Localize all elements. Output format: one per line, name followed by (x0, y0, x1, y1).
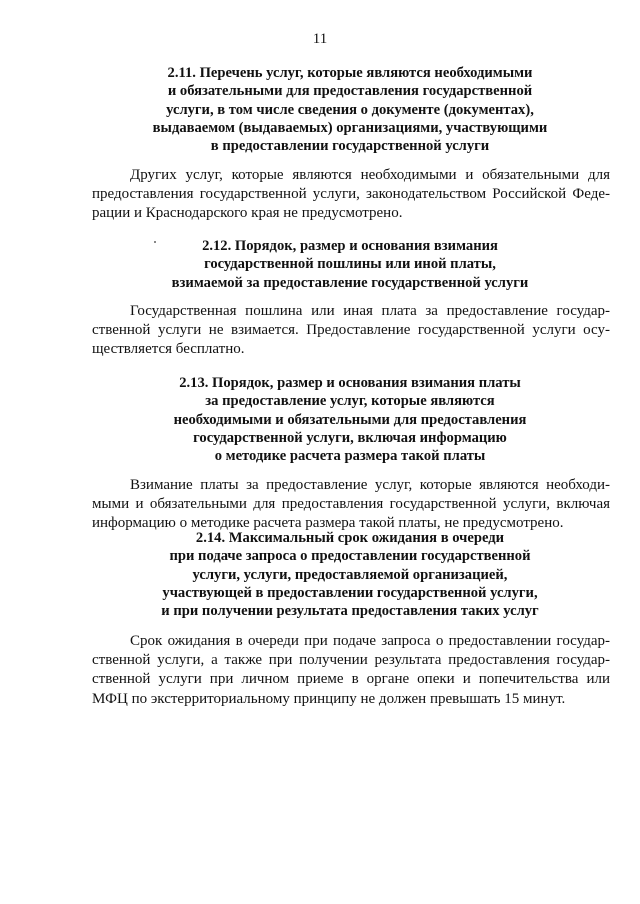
paragraph-line: предоставления государственной услуги, законодательством Российской Феде- (92, 186, 610, 203)
section-2-14-heading (110, 529, 590, 620)
heading-line: выдаваемом (выдаваемых) организациями, участвующими (152, 119, 548, 136)
paragraph-line: мыми и обязательными для предоставления государственной услуги, включая (92, 496, 610, 513)
section-2-13-heading (110, 374, 590, 465)
heading-line: взимаемой за предоставление государственной услуги (171, 274, 529, 291)
heading-line: и обязательными для предоставления государственной (167, 83, 533, 100)
heading-line: участвующей в предоставлении государственной услуги, (162, 584, 538, 601)
section-2-13-paragraph (92, 476, 610, 534)
heading-line: за предоставление услуг, которые являются (205, 393, 495, 410)
paragraph-line: ществляется бесплатно. (92, 341, 245, 358)
paragraph-line: Взимание платы за предоставление услуг, которые являются необходи- (130, 477, 610, 493)
paragraph-line: ственной услуги не взимается. Предоставление государственной услуги осу- (92, 322, 610, 339)
heading-line: государственной пошлины или иной платы, (204, 256, 496, 273)
heading-line: и при получении результата предоставления таких услуг (161, 603, 539, 620)
heading-line: в предоставлении государственной услуги (210, 138, 490, 155)
paragraph-line: Срок ожидания в очереди при подаче запроса о предоставлении государ- (130, 633, 610, 649)
heading-line: услуги, в том числе сведения о документе (документах), (166, 101, 534, 118)
paragraph-line: информацию о методике расчета размера такой платы, не предусмотрено. (92, 515, 564, 532)
heading-line: о методике расчета размера такой платы (214, 448, 486, 465)
heading-line: государственной услуги, включая информацию (193, 429, 507, 446)
heading-line: 2.14. Максимальный срок ожидания в очереди (195, 530, 505, 546)
heading-line: 2.13. Порядок, размер и основания взимания платы (179, 375, 521, 391)
heading-line: необходимыми и обязательными для предоставления (173, 411, 527, 428)
paragraph-line: Других услуг, которые являются необходимыми и обязательными для (130, 167, 610, 183)
section-2-11-heading (110, 64, 590, 155)
paragraph-line: рации и Краснодарского края не предусмотрено. (92, 205, 403, 222)
page-number: 11 (312, 31, 328, 47)
paragraph-line: ственной услуги, а также при получении результата предоставления государ- (92, 652, 610, 669)
section-2-14-paragraph (92, 632, 610, 709)
section-2-12-heading (110, 237, 590, 292)
heading-line: 2.12. Порядок, размер и основания взимания (202, 238, 498, 254)
heading-line: при подаче запроса о предоставлении государственной (169, 548, 531, 565)
paragraph-line: Государственная пошлина или иная плата за предоставление государ- (130, 303, 610, 319)
paragraph-line: МФЦ по экстерриториальному принципу не должен превышать 15 минут. (92, 690, 566, 707)
section-2-12-paragraph (92, 302, 610, 360)
heading-line: 2.11. Перечень услуг, которые являются необходимыми (167, 65, 533, 81)
section-2-11-paragraph (92, 166, 610, 224)
heading-line: услуги, услуги, предоставляемой организацией, (192, 566, 508, 583)
paragraph-line: ственной услуги при личном приеме в органе опеки и попечительства или (92, 671, 610, 688)
